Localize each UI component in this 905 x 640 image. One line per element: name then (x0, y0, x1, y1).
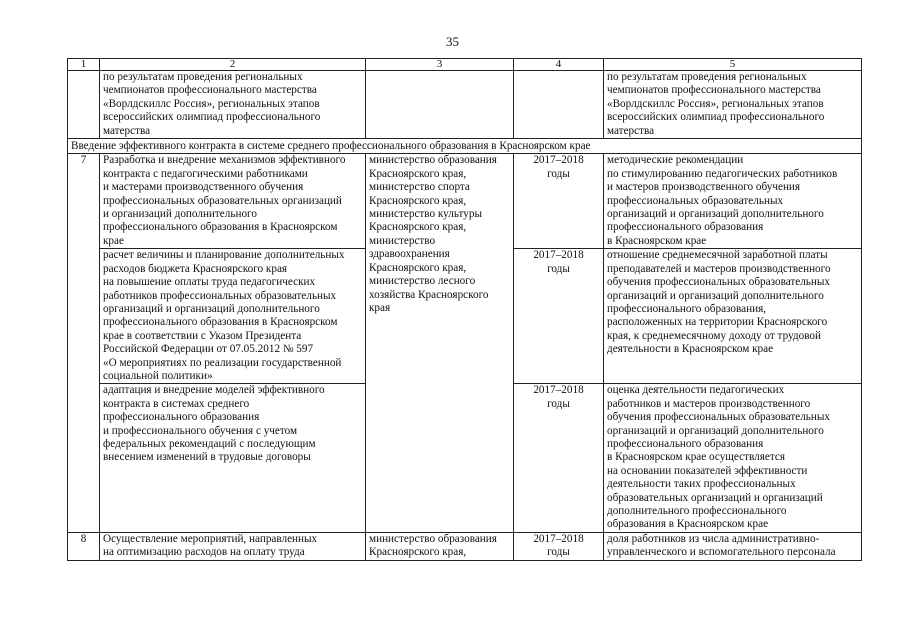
item8-term: 2017–2018 годы (514, 532, 604, 560)
item7-term-3: 2017–2018 годы (514, 384, 604, 532)
item7-result-2: отношение среднемесячной заработной платы преподавателей и мастеров производственного обучения профессиональных образовательных организаций и организаций дополнительного профессионального образования, расположенных на территории Красноярского края, к среднемесячному доходу от трудовой деятельности в Красноярском крае (604, 249, 862, 384)
item8-row (68, 532, 862, 560)
header-col-2: 2 (100, 59, 366, 71)
measures-table (67, 58, 862, 561)
cont-executor-cell (366, 71, 514, 139)
cont-measure-cell: по результатам проведения региональных чемпионатов профессионального мастерства «Ворлдскиллс Россия», региональных этапов всероссийских олимпиад профессионального матерства (100, 71, 366, 139)
cont-num-cell (68, 71, 100, 139)
section-row (68, 139, 862, 154)
continued-row (68, 71, 862, 139)
item8-result: доля работников из числа административно- управленческого и вспомогательного персонала (604, 532, 862, 560)
item8-number: 8 (68, 532, 100, 560)
page-number: 35 (446, 34, 459, 49)
item7-term-2: 2017–2018 годы (514, 249, 604, 384)
item7-result-3: оценка деятельности педагогических работников и мастеров производственного обучения профессиональных образовательных организаций и организаций дополнительного профессионального образования в Красноярском крае осуществляется на основании показателей эффективности деятельности таких профессиональных образовательных организаций и организаций дополнительного профессионального образования в Красноярском крае (604, 384, 862, 532)
item7-result-1: методические рекомендации по стимулированию педагогических работников и мастеров производственного обучения профессиональных образовательных организаций и организаций дополнительного профессионального образования в Красноярском крае (604, 154, 862, 249)
item8-measure: Осуществление мероприятий, направленных на оптимизацию расходов на оплату труда (100, 532, 366, 560)
header-col-5: 5 (604, 59, 862, 71)
item7-row-1 (68, 154, 862, 249)
header-col-3: 3 (366, 59, 514, 71)
header-col-4: 4 (514, 59, 604, 71)
item7-term-1: 2017–2018 годы (514, 154, 604, 249)
item7-executors: министерство образования Красноярского края, министерство спорта Красноярского края, министерство культуры Красноярского края, министерство здравоохранения Красноярского края, министерство лесного хозяйства Красноярского края (366, 154, 514, 532)
section-title: Введение эффективного контракта в системе среднего профессионального образования в Красноярском крае (68, 139, 862, 154)
header-col-1: 1 (68, 59, 100, 71)
item7-measure-1: Разработка и внедрение механизмов эффективного контракта с педагогическими работниками и мастерами производственного обучения профессиональных образовательных организаций и организаций дополнительного профессионального образования в Красноярском крае (100, 154, 366, 249)
item7-measure-3: адаптация и внедрение моделей эффективного контракта в системах среднего профессионального образования и профессионального обучения с учетом федеральных рекомендаций с последующим внесением изменений в трудовые договоры (100, 384, 366, 532)
cont-result-cell: по результатам проведения региональных чемпионатов профессионального мастерства «Ворлдскиллс Россия», региональных этапов всероссийских олимпиад профессионального матерства (604, 71, 862, 139)
table-header-row (68, 59, 862, 71)
item7-measure-2: расчет величины и планирование дополнительных расходов бюджета Красноярского края на повышение оплаты труда педагогических работников профессиональных образовательных организаций и организаций дополнительного профессионального образования в Красноярском крае в соответствии с Указом Президента Российской Федерации от 07.05.2012 № 597 «О мероприятиях по реализации государственной социальной политики» (100, 249, 366, 384)
cont-term-cell (514, 71, 604, 139)
item8-executors: министерство образования Красноярского края, (366, 532, 514, 560)
item7-number: 7 (68, 154, 100, 532)
